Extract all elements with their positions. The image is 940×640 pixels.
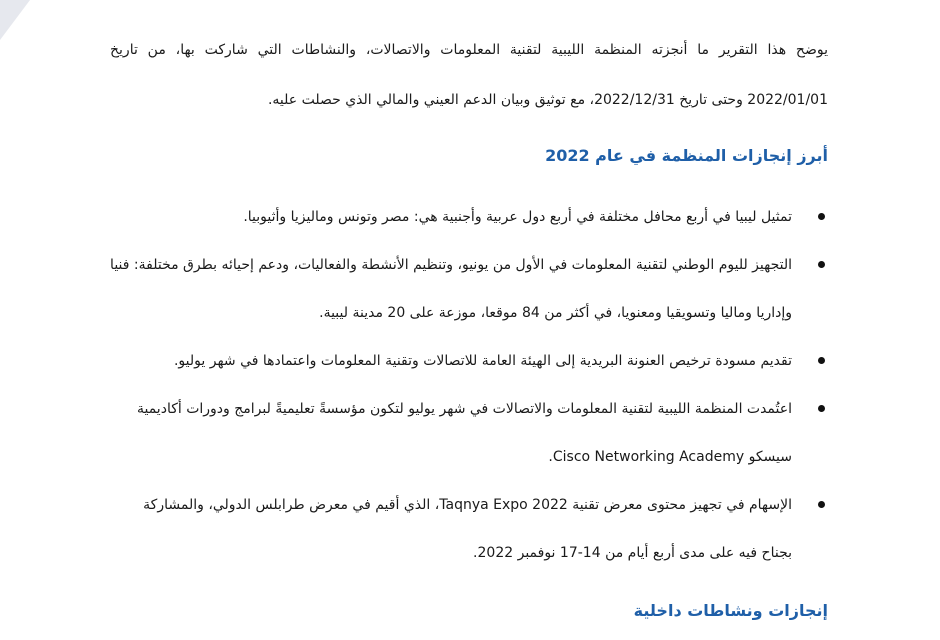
- list-item: [110, 241, 828, 337]
- bullet-icon: [818, 261, 825, 268]
- bullet-icon: [818, 501, 825, 508]
- list-item: [110, 193, 828, 241]
- list-item: [110, 337, 828, 385]
- section-heading-internal: إنجازات ونشاطات داخلية: [633, 601, 828, 620]
- list-item: [110, 481, 828, 577]
- intro-paragraph: يوضح هذا التقرير ما أنجزته المنظمة الليبية لتقنية المعلومات والاتصالات، والنشاطات التي شاركت بها، من تاريخ 2022/01/01 وحتى تاريخ 2022/12/31، مع توثيق وبيان الدعم العيني والمالي الذي حصلت عليه.: [110, 42, 828, 108]
- list-item-text: التجهيز لليوم الوطني لتقنية المعلومات في الأول من يونيو، وتنظيم الأنشطة والفعاليات، ودعم إحيائه بطرق مختلفة: فنيا وإداريا وماليا وتسويقيا ومعنويا، في أكثر من 84 موقعا، موزعة على 20 مدينة ليبية.: [110, 257, 792, 321]
- list-item-text: تمثيل ليبيا في أربع محافل مختلفة في أربع دول عربية وأجنبية هي: مصر وتونس وماليزيا وأثيوبيا.: [243, 209, 792, 225]
- list-item-text: تقديم مسودة ترخيص العنونة البريدية إلى الهيئة العامة للاتصالات وتقنية المعلومات واعتمادها في شهر يوليو.: [173, 353, 792, 369]
- bullet-icon: [818, 357, 825, 364]
- bullet-icon: [818, 405, 825, 412]
- section-heading-achievements: أبرز إنجازات المنظمة في عام 2022: [545, 146, 828, 165]
- list-item-text: الإسهام في تجهيز محتوى معرض تقنية Taqnya Expo 2022، الذي أقيم في معرض طرابلس الدولي، والمشاركة بجناح فيه على مدى أربع أيام من 14-17 نوفمبر 2022.: [143, 497, 792, 561]
- list-item: [110, 385, 828, 481]
- bullet-icon: [818, 213, 825, 220]
- achievements-list: [110, 193, 828, 577]
- list-item-text: اعتُمدت المنظمة الليبية لتقنية المعلومات والاتصالات في شهر يوليو لتكون مؤسسةً تعليميةً لبرامج ودورات أكاديمية سيسكو Cisco Networking Academy.: [136, 401, 792, 465]
- report-body: [110, 0, 828, 620]
